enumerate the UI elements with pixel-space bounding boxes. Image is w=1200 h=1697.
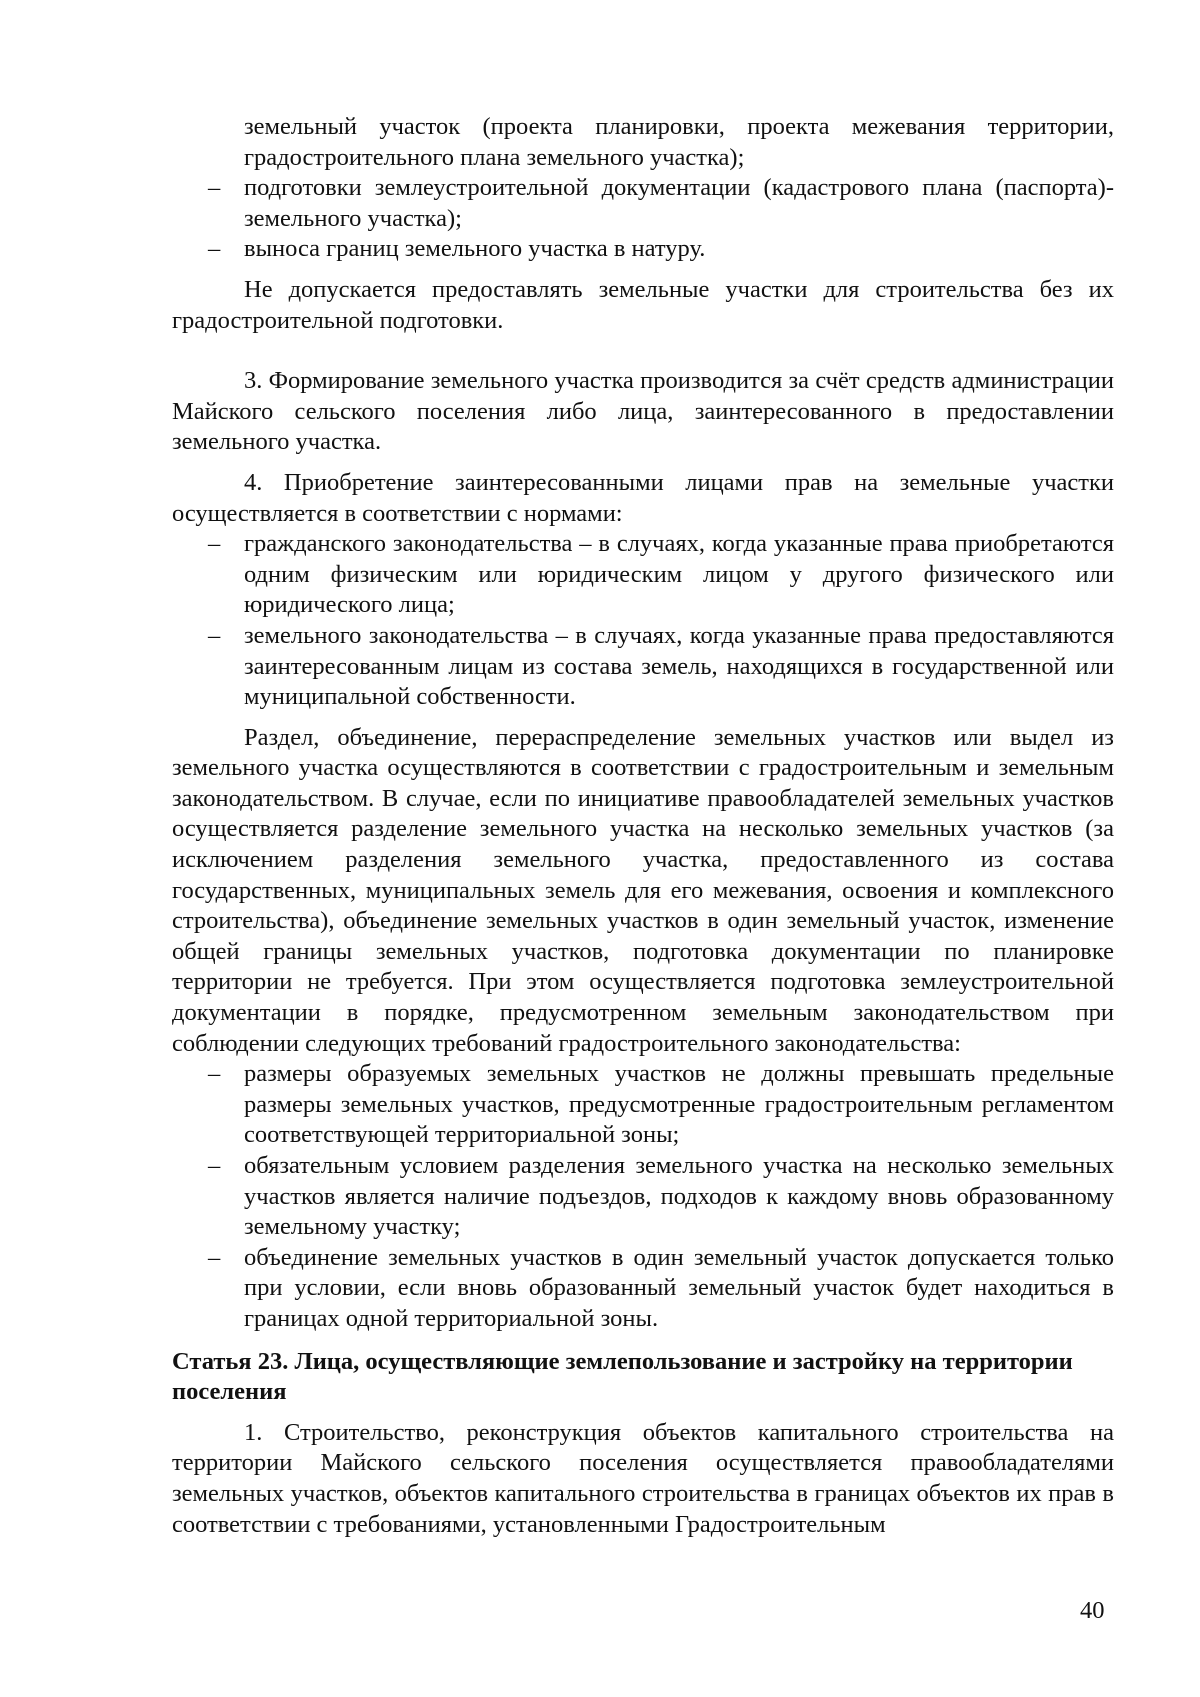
list-norms — [172, 529, 1114, 713]
document-page — [172, 112, 1114, 1540]
dash-marker: – — [208, 621, 221, 649]
list-item — [172, 234, 1114, 265]
list-item-text: размеры образуемых земельных участков не должны превышать предельные размеры земельных участков, предусмотренные градостроительным регламентом соответствующей территориальной зоны; — [244, 1060, 1114, 1149]
article-heading: Статья 23. Лица, осуществляющие землепользование и застройку на территории поселения — [172, 1347, 1073, 1406]
list-continuation: земельный участок (проекта планировки, проекта межевания территории, градостроительного плана земельного участка); — [244, 113, 1114, 171]
paragraph-article-1: 1. Строительство, реконструкция объектов капитального строительства на территории Майского сельского поселения осуществляется правообладателями земельных участков, объектов капитального строительства в границах объектов их прав в соответствии с требованиями, установленными Градостроительным — [172, 1418, 1114, 1538]
list-item — [172, 1151, 1114, 1243]
list-item-text: объединение земельных участков в один земельный участок допускается только при условии, если вновь образованный земельный участок будет находиться в границах одной территориальной зоны. — [244, 1243, 1114, 1332]
page-number: 40 — [1080, 1597, 1105, 1624]
dash-marker: – — [208, 235, 221, 263]
list-item-text: обязательным условием разделения земельного участка на несколько земельных участков является наличие подъездов, подходов к каждому вновь образованному земельному участку; — [244, 1152, 1114, 1241]
dash-marker: – — [208, 1243, 221, 1271]
list-item — [172, 529, 1114, 621]
list-item-text: подготовки землеустроительной документации (кадастрового плана (паспорта)-земельного участка); — [244, 174, 1114, 232]
dash-marker: – — [208, 1152, 221, 1179]
list-preparation — [172, 173, 1114, 265]
paragraph-4: 4. Приобретение заинтересованными лицами прав на земельные участки осуществляется в соответствии с нормами: — [172, 468, 1114, 527]
paragraph-3: 3. Формирование земельного участка производится за счёт средств администрации Майского сельского поселения либо лица, заинтересованного в предоставлении земельного участка. — [172, 367, 1114, 456]
list-item-text: земельного законодательства – в случаях, когда указанные права предоставляются заинтересованным лицам из состава земель, находящихся в государственной или муниципальной собственности. — [244, 621, 1114, 711]
list-item — [172, 621, 1114, 713]
dash-marker: – — [208, 1060, 221, 1088]
list-requirements — [172, 1059, 1114, 1334]
dash-marker: – — [208, 530, 221, 558]
dash-marker: – — [208, 174, 221, 202]
paragraph-no-allow: Не допускается предоставлять земельные участки для строительства без их градостроительной подготовки. — [172, 275, 1114, 334]
list-item-text: выноса границ земельного участка в натуру. — [244, 235, 706, 263]
list-item — [172, 173, 1114, 234]
list-item — [172, 1243, 1114, 1335]
list-item-text: гражданского законодательства – в случаях, когда указанные права приобретаются одним физическим или юридическим лицом у другого физического или юридического лица; — [244, 530, 1114, 619]
paragraph-razdel: Раздел, объединение, перераспределение земельных участков или выдел из земельного участка осуществляются в соответствии с градостроительным и земельным законодательством. В случае, если по инициативе правообладателей земельных участков осуществляется разделение земельного участка на несколько земельных участков (за исключением разделения земельного участка, предоставленного из состава государственных, муниципальных земель для его межевания, освоения и комплексного строительства), объединение земельных участков в один земельный участок, изменение общей границы земельных участков, подготовка документации по планировке территории не требуется. При этом осуществляется подготовка землеустроительной документации в порядке, предусмотренном земельным законодательством при соблюдении следующих требований градостроительного законодательства: — [172, 723, 1114, 1057]
list-item — [172, 1059, 1114, 1151]
